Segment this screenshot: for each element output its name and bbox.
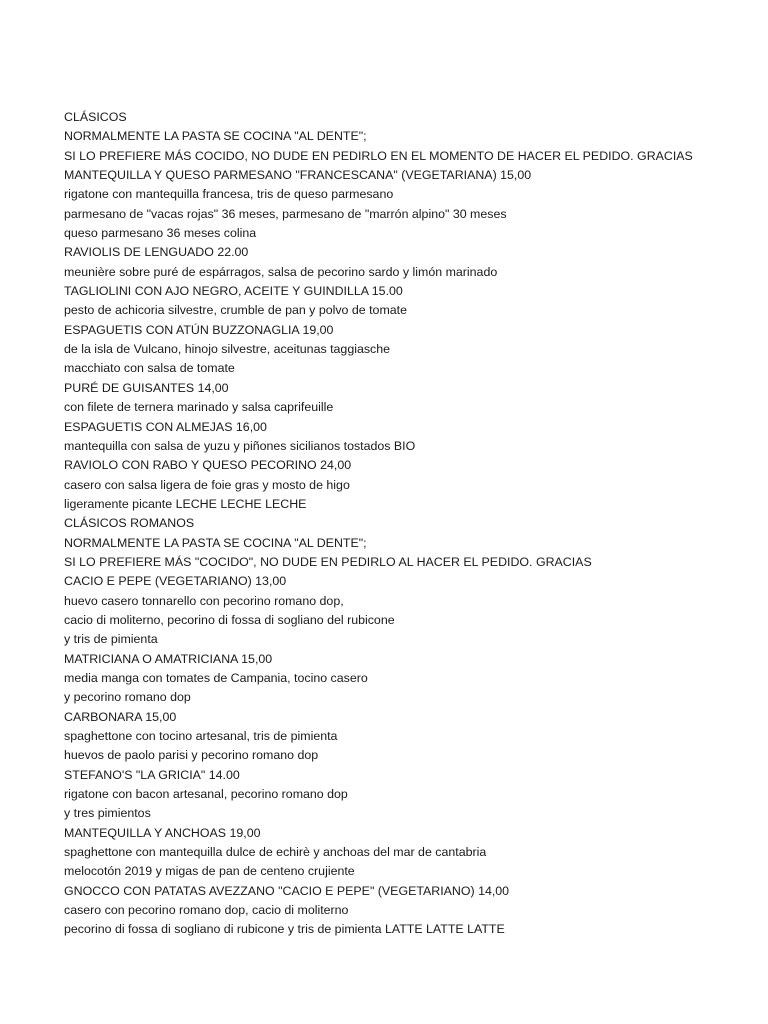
cooking-note-line-1: NORMALMENTE LA PASTA SE COCINA "AL DENTE"; bbox=[64, 535, 367, 550]
dish-description: y tris de pimienta bbox=[64, 632, 158, 647]
dish-title: PURÉ DE GUISANTES 14,00 bbox=[64, 380, 229, 395]
dish-description: pecorino di fossa di sogliano di rubicone y tris de pimienta LATTE LATTE LATTE bbox=[64, 922, 505, 937]
dish-description: de la isla de Vulcano, hinojo silvestre, aceitunas taggiasche bbox=[64, 342, 391, 357]
dish-description: cacio di moliterno, pecorino di fossa di sogliano del rubicone bbox=[64, 612, 395, 627]
dish-description: queso parmesano 36 meses colina bbox=[64, 226, 257, 241]
dish-description: huevo casero tonnarello con pecorino romano dop, bbox=[64, 593, 344, 608]
dish-description: rigatone con mantequilla francesa, tris de queso parmesano bbox=[64, 187, 394, 202]
section-heading-clasicos: CLÁSICOS bbox=[64, 110, 127, 124]
dish-description: spaghettone con tocino artesanal, tris de pimienta bbox=[64, 729, 338, 743]
dish-description: parmesano de "vacas rojas" 36 meses, parmesano de "marrón alpino" 30 meses bbox=[64, 206, 507, 221]
dish-description: spaghettone con mantequilla dulce de echirè y anchoas del mar de cantabria bbox=[64, 845, 487, 860]
dish-description: con filete de ternera marinado y salsa caprifeuille bbox=[64, 400, 334, 415]
dish-title: CACIO E PEPE (VEGETARIANO) 13,00 bbox=[64, 574, 287, 589]
dish-description: rigatone con bacon artesanal, pecorino romano dop bbox=[64, 787, 348, 802]
dish-description: ligeramente picante LECHE LECHE LECHE bbox=[64, 496, 307, 511]
dish-description: mantequilla con salsa de yuzu y piñones sicilianos tostados BIO bbox=[64, 438, 416, 453]
dish-description: meunière sobre puré de espárragos, salsa de pecorino sardo y limón marinado bbox=[64, 264, 498, 279]
dish-description: macchiato con salsa de tomate bbox=[64, 361, 235, 376]
section-heading-clasicos-romanos: CLÁSICOS ROMANOS bbox=[64, 516, 195, 531]
dish-description: melocotón 2019 y migas de pan de centeno crujiente bbox=[64, 864, 355, 879]
dish-title: ESPAGUETIS CON ALMEJAS 16,00 bbox=[64, 419, 267, 434]
dish-title: GNOCCO CON PATATAS AVEZZANO "CACIO E PEPE" (VEGETARIANO) 14,00 bbox=[64, 883, 510, 898]
dish-title: CARBONARA 15,00 bbox=[64, 709, 177, 724]
dish-description: casero con pecorino romano dop, cacio di moliterno bbox=[64, 903, 349, 918]
dish-title: MANTEQUILLA Y QUESO PARMESANO "FRANCESCANA" (VEGETARIANA) 15,00 bbox=[64, 168, 532, 183]
dish-description: pesto de achicoria silvestre, crumble de pan y polvo de tomate bbox=[64, 303, 407, 318]
cooking-note-line-1: NORMALMENTE LA PASTA SE COCINA "AL DENTE"; bbox=[64, 129, 367, 144]
dish-title: MATRICIANA O AMATRICIANA 15,00 bbox=[64, 651, 273, 666]
dish-description: media manga con tomates de Campania, tocino casero bbox=[64, 670, 368, 685]
cooking-note-line-2: SI LO PREFIERE MÁS "COCIDO", NO DUDE EN PEDIRLO AL HACER EL PEDIDO. GRACIAS bbox=[64, 554, 592, 569]
dish-title: MANTEQUILLA Y ANCHOAS 19,00 bbox=[64, 825, 261, 840]
dish-title: STEFANO'S "LA GRICIA" 14.00 bbox=[64, 767, 240, 782]
dish-description: casero con salsa ligera de foie gras y mosto de higo bbox=[64, 477, 350, 492]
dish-description: huevos de paolo parisi y pecorino romano dop bbox=[64, 748, 319, 763]
menu-document bbox=[64, 108, 754, 940]
cooking-note-line-2: SI LO PREFIERE MÁS COCIDO, NO DUDE EN PEDIRLO EN EL MOMENTO DE HACER EL PEDIDO. GRACIAS bbox=[64, 148, 693, 163]
dish-description: y pecorino romano dop bbox=[64, 690, 191, 705]
dish-title: RAVIOLIS DE LENGUADO 22.00 bbox=[64, 245, 249, 260]
dish-description: y tres pimientos bbox=[64, 806, 151, 821]
dish-title: TAGLIOLINI CON AJO NEGRO, ACEITE Y GUINDILLA 15.00 bbox=[64, 284, 403, 299]
dish-title: ESPAGUETIS CON ATÚN BUZZONAGLIA 19,00 bbox=[64, 322, 334, 337]
dish-title: RAVIOLO CON RABO Y QUESO PECORINO 24,00 bbox=[64, 458, 352, 473]
